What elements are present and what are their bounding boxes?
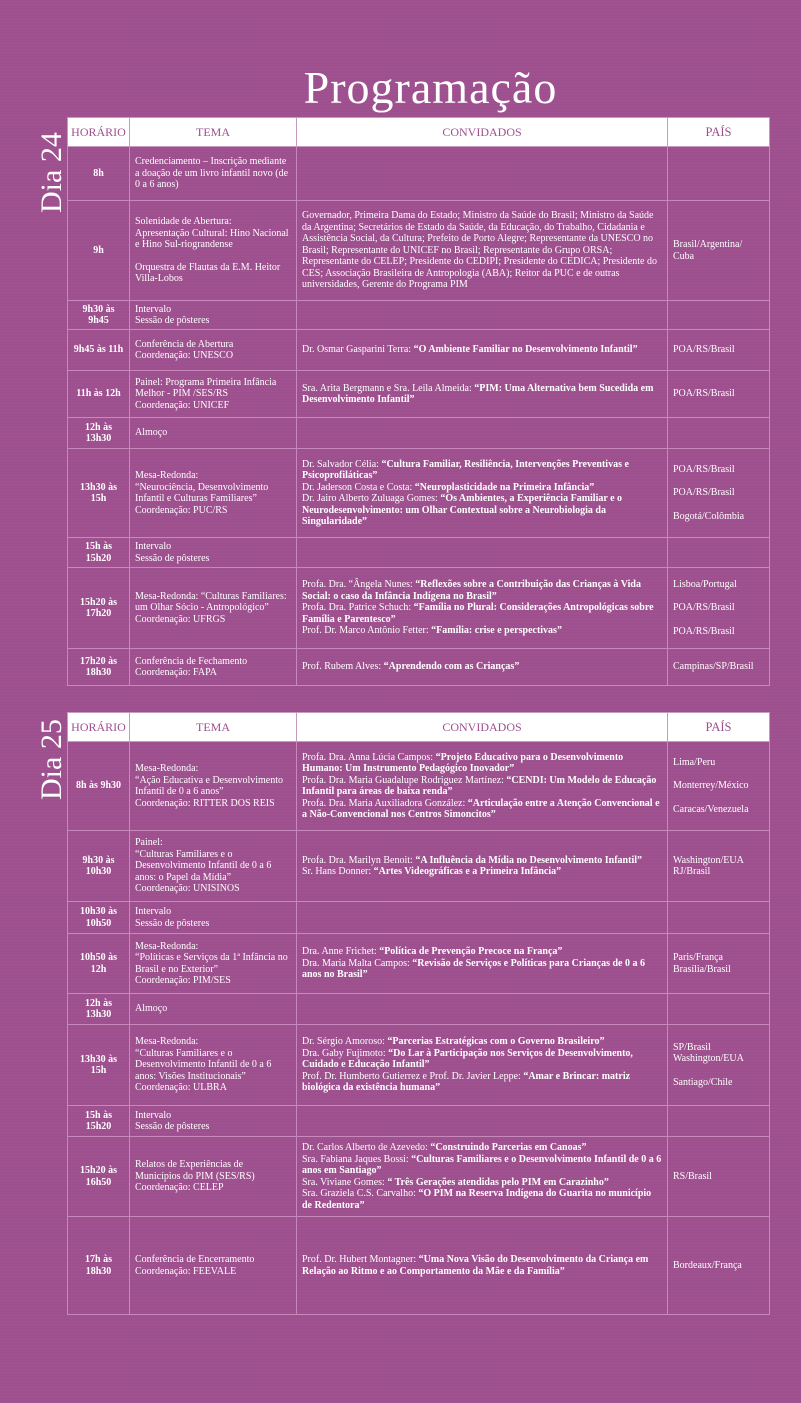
speaker-entry bbox=[302, 579, 662, 602]
pais-cell bbox=[668, 201, 770, 301]
tema-line: Orquestra de Flautas da E.M. Heitor Villa-Lobos bbox=[135, 261, 281, 285]
convidados-cell bbox=[297, 330, 668, 371]
speaker-entry bbox=[302, 383, 662, 406]
speaker-entry bbox=[302, 1154, 662, 1177]
tema-cell bbox=[130, 1217, 297, 1315]
country-label: Brasília/Brasil bbox=[673, 963, 731, 975]
tema-line: Sessão de pôsteres bbox=[135, 917, 210, 929]
convidados-cell bbox=[297, 1025, 668, 1106]
tema-line: Coordenação: RITTER DOS REIS bbox=[135, 797, 275, 809]
talk-title: “Família no Plural: Considerações Antropológicas sobre Família e Parentesco” bbox=[302, 602, 654, 625]
talk-title: “Família: crise e perspectivas” bbox=[431, 625, 562, 637]
pais-cell bbox=[668, 1137, 770, 1217]
speaker-name: Profa. Dra. Marilyn Benoit: bbox=[302, 854, 416, 866]
speaker-entry bbox=[302, 775, 662, 798]
tema-line: Coordenação: UNESCO bbox=[135, 350, 234, 361]
talk-title: “Do Lar à Participação nos Serviços de Desenvolvimento, Cuidado e Educação Infantil” bbox=[302, 1047, 633, 1071]
talk-title: “Culturas Familiares e o Desenvolvimento Infantil de 0 a 6 anos em Santiago” bbox=[302, 1153, 662, 1176]
tema-line: Mesa-Redonda: bbox=[135, 940, 199, 952]
table-row bbox=[68, 201, 770, 301]
tema-line: Intervalo bbox=[135, 906, 172, 917]
table-row bbox=[68, 147, 770, 201]
speaker-entry bbox=[302, 210, 662, 291]
talk-title: “Cultura Familiar, Resiliência, Intervenções Preventivas e Psicoprofiláticas” bbox=[302, 458, 629, 481]
table-row bbox=[68, 418, 770, 449]
tema-line: “Culturas Familiares e o Desenvolvimento Infantil de 0 a 6 anos: o Papel da Mídia” bbox=[135, 848, 272, 883]
speaker-name: Profa. Dra. Maria Guadalupe Rodriguez Martínez: bbox=[302, 774, 507, 786]
talk-title: “ Três Gerações atendidas pelo PIM em Carazinho” bbox=[387, 1176, 609, 1188]
talk-title: “Revisão de Serviços e Políticas para Crianças de 0 a 6 anos no Brasil” bbox=[302, 957, 645, 981]
pais-cell bbox=[668, 418, 770, 449]
country-label: Caracas/Venezuela bbox=[673, 803, 749, 815]
tema-cell bbox=[130, 1137, 297, 1217]
tema-line: Intervalo bbox=[135, 541, 172, 552]
tema-line: Coordenação: UNICEF bbox=[135, 399, 230, 411]
country-label: Paris/França bbox=[673, 952, 723, 963]
table-row bbox=[68, 1025, 770, 1106]
speaker-name: Sra. Fabiana Jaques Bossi: bbox=[302, 1153, 412, 1165]
convidados-cell bbox=[297, 934, 668, 994]
country-label: Campinas/SP/Brasil bbox=[673, 661, 754, 673]
time-cell: 12h às 13h30 bbox=[68, 418, 130, 449]
country-label: Lima/Peru bbox=[673, 756, 716, 768]
speaker-name: Profa. Dra. Maria Auxiliadora González: bbox=[302, 797, 468, 809]
tema-line: “Neurociência, Desenvolvimento Infantil e Culturas Familiares” bbox=[135, 481, 269, 504]
talk-title: “Articulação entre a Atenção Convencional e a Não-Convencional nos Centros Simoncitos” bbox=[302, 797, 660, 820]
talk-title: “Uma Nova Visão do Desenvolvimento da Criança em Relação ao Ritmo e ao Comportamento da Mãe e da Família” bbox=[302, 1254, 649, 1277]
table-header-row bbox=[68, 118, 770, 147]
convidados-cell bbox=[297, 449, 668, 538]
convidados-cell bbox=[297, 201, 668, 301]
pais-cell bbox=[668, 831, 770, 902]
speaker-name: Prof. Dr. Marco Antônio Fetter: bbox=[302, 625, 432, 637]
country-label: RJ/Brasil bbox=[673, 866, 711, 877]
tema-cell bbox=[130, 1025, 297, 1106]
time-cell: 17h às 18h30 bbox=[68, 1217, 130, 1315]
speaker-entry bbox=[302, 1177, 662, 1189]
header-horario: HORÁRIO bbox=[68, 713, 130, 742]
tema-line: Mesa-Redonda: bbox=[135, 763, 199, 774]
header-pais: PAÍS bbox=[668, 713, 770, 742]
pais-cell bbox=[668, 1106, 770, 1137]
speaker-name: Prof. Dr. Hubert Montagner: bbox=[302, 1254, 419, 1265]
table-row bbox=[68, 1106, 770, 1137]
pais-cell bbox=[668, 449, 770, 538]
country-label: POA/RS/Brasil bbox=[673, 463, 735, 475]
tema-line: Almoço bbox=[135, 427, 168, 439]
speaker-entry bbox=[302, 1036, 662, 1048]
time-cell: 9h bbox=[68, 201, 130, 301]
time-cell: 17h20 às 18h30 bbox=[68, 649, 130, 686]
speaker-name: Prof. Rubem Alves: bbox=[302, 661, 384, 673]
country-label: POA/RS/Brasil bbox=[673, 487, 735, 499]
tema-line: Coordenação: CELEP bbox=[135, 1182, 224, 1194]
pais-cell bbox=[668, 1217, 770, 1315]
time-cell: 13h30 às 15h bbox=[68, 449, 130, 538]
talk-title: “Projeto Educativo para o Desenvolvimento Humano: Um Instrumento Pedagógico Inovador” bbox=[302, 751, 624, 774]
country-label: Lisboa/Portugal bbox=[673, 578, 737, 590]
country-label: SP/Brasil bbox=[673, 1041, 711, 1053]
talk-title: “Parcerias Estratégicas com o Governo Brasileiro” bbox=[387, 1036, 605, 1048]
country-label: POA/RS/Brasil bbox=[673, 388, 735, 400]
tema-line: Intervalo bbox=[135, 303, 172, 315]
talk-title: “Artes Videográficas e a Primeira Infância” bbox=[373, 866, 562, 877]
speaker-entry bbox=[302, 482, 662, 494]
speaker-name: Sra. Viviane Gomes: bbox=[302, 1176, 388, 1188]
pais-cell bbox=[668, 649, 770, 686]
country-label: Monterrey/México bbox=[673, 780, 749, 792]
convidados-cell bbox=[297, 301, 668, 330]
talk-title: “PIM: Uma Alternativa bem Sucedida em Desenvolvimento Infantil” bbox=[302, 382, 654, 405]
tema-line: Conferência de Fechamento bbox=[135, 655, 248, 667]
table-header-row bbox=[68, 713, 770, 742]
speaker-name: Dr. Jairo Alberto Zuluaga Gomes: bbox=[302, 493, 441, 504]
convidados-cell bbox=[297, 831, 668, 902]
header-tema: TEMA bbox=[130, 713, 297, 742]
country-label: Santiago/Chile bbox=[673, 1076, 733, 1088]
time-cell: 12h às 13h30 bbox=[68, 994, 130, 1025]
tema-cell bbox=[130, 1106, 297, 1137]
country-label: Washington/EUA bbox=[673, 854, 744, 866]
convidados-cell bbox=[297, 1217, 668, 1315]
speaker-name: Dr. Carlos Alberto de Azevedo: bbox=[302, 1142, 431, 1153]
talk-title: “A Influência da Mídia no Desenvolvimento Infantil” bbox=[415, 854, 643, 866]
table-row bbox=[68, 568, 770, 649]
page-title: Programação bbox=[303, 62, 558, 113]
table-row bbox=[68, 301, 770, 330]
tema-line: Coordenação: UNISINOS bbox=[135, 883, 240, 895]
talk-title: “Política de Prevenção Precoce na França” bbox=[379, 946, 563, 958]
speaker-entry bbox=[302, 798, 662, 821]
time-cell: 15h20 às 17h20 bbox=[68, 568, 130, 649]
table-row bbox=[68, 1217, 770, 1315]
time-cell: 11h às 12h bbox=[68, 371, 130, 418]
time-cell: 10h50 às 12h bbox=[68, 934, 130, 994]
header-pais: PAÍS bbox=[668, 118, 770, 147]
convidados-cell bbox=[297, 371, 668, 418]
tema-cell bbox=[130, 831, 297, 902]
table-row bbox=[68, 649, 770, 686]
table-row bbox=[68, 371, 770, 418]
tema-line: Solenidade de Abertura: bbox=[135, 216, 232, 228]
time-cell: 13h30 às 15h bbox=[68, 1025, 130, 1106]
time-cell: 8h bbox=[68, 147, 130, 201]
convidados-cell bbox=[297, 1106, 668, 1137]
tema-cell bbox=[130, 147, 297, 201]
speaker-name: Profa. Dra. “Ângela Nunes: bbox=[302, 579, 416, 591]
pais-cell bbox=[668, 1025, 770, 1106]
speaker-name: Dr. Sérgio Amoroso: bbox=[302, 1036, 388, 1048]
country-label: POA/RS/Brasil bbox=[673, 344, 735, 356]
speaker-entry bbox=[302, 1188, 662, 1211]
speaker-entry bbox=[302, 958, 662, 981]
day-24-schedule-table bbox=[67, 117, 770, 686]
speaker-entry bbox=[302, 625, 662, 637]
tema-line: Sessão de pôsteres bbox=[135, 1121, 210, 1132]
talk-title: “Amar e Brincar: matriz biológica da existência humana” bbox=[302, 1070, 631, 1094]
tema-line: Apresentação Cultural: Hino Nacional e Hino Sul-riograndense bbox=[135, 227, 289, 251]
talk-title: “Aprendendo com as Crianças” bbox=[383, 661, 520, 673]
country-label: POA/RS/Brasil bbox=[673, 602, 735, 614]
pais-cell bbox=[668, 742, 770, 831]
tema-cell bbox=[130, 742, 297, 831]
speaker-entry bbox=[302, 344, 662, 356]
speaker-entry bbox=[302, 493, 662, 528]
table-row bbox=[68, 831, 770, 902]
header-tema: TEMA bbox=[130, 118, 297, 147]
table-row bbox=[68, 902, 770, 934]
tema-line: Painel: Programa Primeira Infância Melhor - PIM /SES/RS bbox=[135, 376, 277, 400]
pais-cell bbox=[668, 330, 770, 371]
table-row bbox=[68, 330, 770, 371]
country-label: Bordeaux/França bbox=[673, 1259, 742, 1271]
convidados-cell bbox=[297, 1137, 668, 1217]
tema-line: Conferência de Abertura bbox=[135, 338, 234, 350]
time-cell: 10h30 às 10h50 bbox=[68, 902, 130, 934]
pais-cell bbox=[668, 902, 770, 934]
talk-title: “Os Ambientes, a Experiência Familiar e o Neurodesenvolvimento: um Olhar Contextual sobre a Neurobiologia da Singularidade” bbox=[302, 493, 623, 527]
pais-cell bbox=[668, 568, 770, 649]
speaker-name: Profa. Dra. Anna Lúcia Campos: bbox=[302, 751, 436, 763]
header-convidados: CONVIDADOS bbox=[297, 118, 668, 147]
country-label: POA/RS/Brasil bbox=[673, 625, 735, 637]
talk-title: “Neuroplasticidade na Primeira Infância” bbox=[414, 481, 595, 493]
time-cell: 9h45 às 11h bbox=[68, 330, 130, 371]
tema-cell bbox=[130, 649, 297, 686]
speaker-name: Prof. Dr. Humberto Gutierrez e Prof. Dr. Javier Leppe: bbox=[302, 1070, 524, 1082]
convidados-cell bbox=[297, 742, 668, 831]
speaker-entry bbox=[302, 459, 662, 482]
tema-cell bbox=[130, 538, 297, 568]
time-cell: 15h às 15h20 bbox=[68, 1106, 130, 1137]
talk-title: “Construindo Parcerias em Canoas” bbox=[430, 1142, 587, 1153]
day-25-schedule-table bbox=[67, 712, 770, 1315]
tema-cell bbox=[130, 371, 297, 418]
tema-line: Mesa-Redonda: “Culturas Familiares: um Olhar Sócio - Antropológico” bbox=[135, 590, 287, 614]
speaker-name: Dra. Anne Frichet: bbox=[302, 946, 380, 958]
speaker-name: Dr. Jaderson Costa e Costa: bbox=[302, 481, 415, 493]
pais-cell bbox=[668, 371, 770, 418]
speaker-name: Dra. Maria Malta Campos: bbox=[302, 957, 413, 969]
table-row bbox=[68, 994, 770, 1025]
tema-line: Sessão de pôsteres bbox=[135, 315, 210, 326]
speaker-entry bbox=[302, 866, 662, 878]
tema-line: Intervalo bbox=[135, 1109, 172, 1121]
pais-cell bbox=[668, 147, 770, 201]
tema-line: Coordenação: ULBRA bbox=[135, 1082, 227, 1094]
tema-line bbox=[135, 251, 291, 262]
country-label: Bogotá/Colômbia bbox=[673, 510, 745, 522]
tema-line: Painel: bbox=[135, 837, 163, 849]
tema-cell bbox=[130, 994, 297, 1025]
pais-cell bbox=[668, 301, 770, 330]
tema-line: Credenciamento – Inscrição mediante a doação de um livro infantil novo (de 0 a 6 anos) bbox=[135, 156, 289, 191]
tema-line: Mesa-Redonda: bbox=[135, 1036, 199, 1048]
convidados-cell bbox=[297, 902, 668, 934]
speaker-entry bbox=[302, 602, 662, 625]
header-horario: HORÁRIO bbox=[68, 118, 130, 147]
table-row bbox=[68, 742, 770, 831]
tema-cell bbox=[130, 449, 297, 538]
speaker-entry bbox=[302, 855, 662, 867]
time-cell: 9h30 às 9h45 bbox=[68, 301, 130, 330]
speaker-name: Profa. Dra. Patrice Schuch: bbox=[302, 602, 414, 614]
tema-cell bbox=[130, 330, 297, 371]
talk-title: “O Ambiente Familiar no Desenvolvimento Infantil” bbox=[413, 344, 638, 356]
talk-title: “Reflexões sobre a Contribuição das Crianças à Vida Social: o caso da Infância Indígena no Brasil” bbox=[302, 579, 641, 602]
tema-line: Coordenação: PIM/SES bbox=[135, 975, 231, 986]
convidados-cell bbox=[297, 147, 668, 201]
speaker-name: Sra. Arita Bergmann e Sra. Leila Almeida: bbox=[302, 382, 475, 394]
speaker-entry bbox=[302, 1048, 662, 1071]
time-cell: 15h20 às 16h50 bbox=[68, 1137, 130, 1217]
country-label: Washington/EUA bbox=[673, 1053, 744, 1065]
tema-line: “Culturas Familiares e o Desenvolvimento Infantil de 0 a 6 anos: Visões Institucionais” bbox=[135, 1047, 272, 1082]
time-cell: 9h30 às 10h30 bbox=[68, 831, 130, 902]
tema-cell bbox=[130, 568, 297, 649]
convidados-cell bbox=[297, 649, 668, 686]
time-cell: 15h às 15h20 bbox=[68, 538, 130, 568]
speaker-entry bbox=[302, 752, 662, 775]
talk-title: “CENDI: Um Modelo de Educação Infantil para áreas de baixa renda” bbox=[302, 774, 657, 797]
speaker-name: Governador, Primeira Dama do Estado; Ministro da Saúde do Brasil; Ministro da Saúde da Argentina; Secretários de Estado da Saúde, da Educação, do Trabalho, Cidadania e Assistência Social, da Cultura; Prefeito de Porto Alegre; Representante da UNESCO no Brasil; Representante do UNICEF no Brasil; Representante do Grupo ORSA; Representante do CELEP; Presidente do CEDIPI; Presidente do CEDICA; Presidente do CES; Associação Brasileira de Antropologia (ABA); Reitor da PUC e de outras universidades, Gerente do Programa PIM bbox=[302, 210, 657, 291]
speaker-name: Sr. Hans Donner: bbox=[302, 866, 374, 877]
tema-cell bbox=[130, 201, 297, 301]
convidados-cell bbox=[297, 418, 668, 449]
time-cell: 8h às 9h30 bbox=[68, 742, 130, 831]
convidados-cell bbox=[297, 538, 668, 568]
tema-cell bbox=[130, 934, 297, 994]
tema-line: “Políticas e Serviços da 1ª Infância no Brasil e no Exterior” bbox=[135, 952, 288, 975]
speaker-name: Dr. Salvador Célia: bbox=[302, 458, 382, 470]
table-row bbox=[68, 449, 770, 538]
tema-line: Coordenação: PUC/RS bbox=[135, 504, 228, 516]
table-row bbox=[68, 1137, 770, 1217]
tema-line: Coordenação: FAPA bbox=[135, 667, 217, 678]
convidados-cell bbox=[297, 994, 668, 1025]
tema-cell bbox=[130, 902, 297, 934]
tema-line: Mesa-Redonda: bbox=[135, 470, 199, 481]
speaker-entry bbox=[302, 1142, 662, 1154]
table-row bbox=[68, 538, 770, 568]
speaker-name: Sra. Graziela C.S. Carvalho: bbox=[302, 1188, 419, 1199]
pais-cell bbox=[668, 994, 770, 1025]
header-convidados: CONVIDADOS bbox=[297, 713, 668, 742]
tema-line: Coordenação: UFRGS bbox=[135, 613, 226, 625]
pais-cell bbox=[668, 538, 770, 568]
talk-title: “O PIM na Reserva Indígena do Guarita no município de Redentora” bbox=[302, 1188, 652, 1211]
table-row bbox=[68, 934, 770, 994]
speaker-entry bbox=[302, 661, 662, 673]
day-24-label: Dia 24 bbox=[35, 132, 68, 213]
speaker-entry bbox=[302, 1071, 662, 1094]
tema-cell bbox=[130, 418, 297, 449]
country-label: RS/Brasil bbox=[673, 1170, 712, 1182]
convidados-cell bbox=[297, 568, 668, 649]
day-25-label: Dia 25 bbox=[35, 719, 68, 800]
country-label: Brasil/Argentina/ Cuba bbox=[673, 239, 743, 262]
tema-line: “Ação Educativa e Desenvolvimento Infantil de 0 a 6 anos” bbox=[135, 774, 283, 797]
tema-line: Almoço bbox=[135, 1003, 168, 1015]
speaker-entry bbox=[302, 1254, 662, 1277]
tema-cell bbox=[130, 301, 297, 330]
tema-line: Relatos de Experiências de Municípios do PIM (SES/RS) bbox=[135, 1159, 255, 1182]
speaker-entry bbox=[302, 946, 662, 958]
pais-cell bbox=[668, 934, 770, 994]
tema-line: Conferência de Encerramento bbox=[135, 1254, 255, 1265]
tema-line: Coordenação: FEEVALE bbox=[135, 1265, 237, 1277]
tema-line: Sessão de pôsteres bbox=[135, 552, 210, 564]
speaker-name: Dr. Osmar Gasparini Terra: bbox=[302, 344, 414, 356]
speaker-name: Dra. Gaby Fujimoto: bbox=[302, 1047, 389, 1059]
